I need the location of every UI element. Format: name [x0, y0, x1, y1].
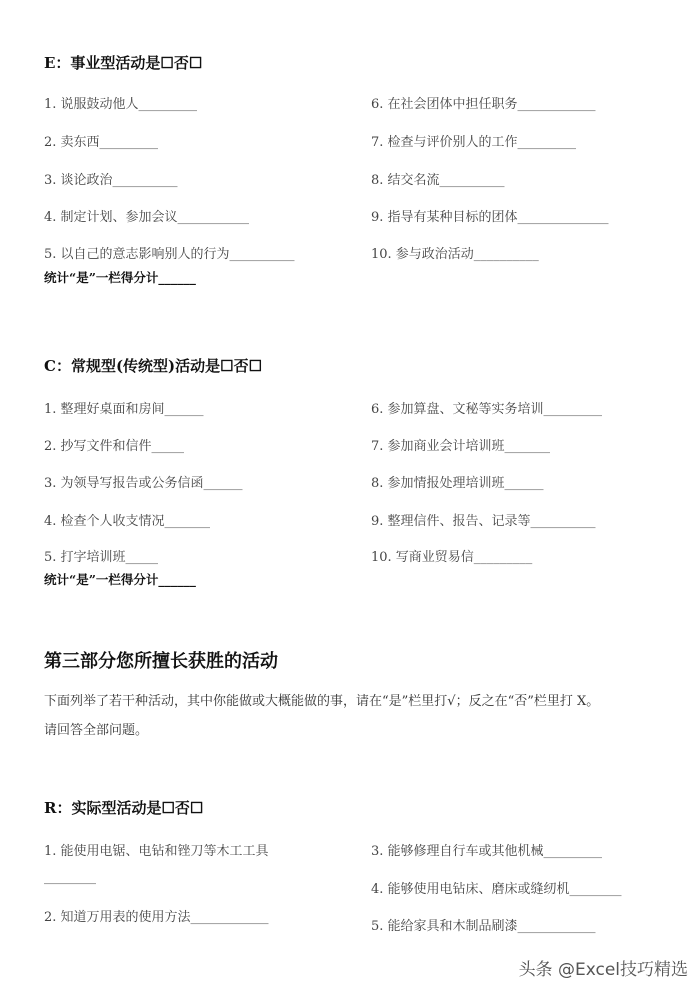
- e-item-2: 2. 卖东西_________: [44, 135, 159, 150]
- e-item-8: 8. 结交名流__________: [371, 173, 505, 188]
- c-item-3: 3. 为领导写报告或公务信函______: [44, 476, 243, 491]
- r-item-1-blank: ________: [44, 870, 96, 885]
- part3-instruction-line1: 下面列举了若干种活动，其中你能做或大概能做的事，请在“是”栏里打√；反之在“否”栏里打 X。: [44, 694, 600, 709]
- e-item-1: 1. 说服鼓动他人_________: [44, 97, 198, 112]
- c-item-4: 4. 检查个人收支情况_______: [44, 514, 211, 529]
- c-item-5: 5. 打字培训班_____: [44, 550, 159, 565]
- part3-title: 第三部分您所擅长获胜的活动: [44, 651, 278, 672]
- r-item-4: 4. 能够使用电钻床、磨床或缝纫机________: [371, 882, 622, 897]
- part3-instruction-line2: 请回答全部问题。: [44, 723, 149, 738]
- c-tally: 统计“是”一栏得分计______: [44, 572, 196, 587]
- section-c-heading: C：常规型(传统型)活动是☐否☐: [44, 357, 263, 375]
- c-item-8: 8. 参加情报处理培训班______: [371, 476, 544, 491]
- r-item-5: 5. 能给家具和木制品刷漆____________: [371, 919, 596, 934]
- e-item-7: 7. 检查与评价别人的工作_________: [371, 135, 577, 150]
- c-item-1: 1. 整理好桌面和房间______: [44, 402, 204, 417]
- e-item-10: 10. 参与政治活动__________: [371, 247, 539, 262]
- e-item-4: 4. 制定计划、参加会议___________: [44, 210, 250, 225]
- r-item-1: 1. 能使用电锯、电钻和锉刀等木工工具: [44, 844, 269, 859]
- section-e-heading: E：事业型活动是☐否☐: [44, 54, 203, 72]
- e-tally: 统计“是”一栏得分计______: [44, 270, 196, 285]
- r-item-2: 2. 知道万用表的使用方法____________: [44, 910, 269, 925]
- e-item-3: 3. 谈论政治__________: [44, 173, 178, 188]
- e-item-5: 5. 以自己的意志影响别人的行为__________: [44, 247, 295, 262]
- watermark-text: 头条 @Excel技巧精选: [518, 960, 688, 980]
- section-r-heading: R：实际型活动是☐否☐: [44, 799, 204, 817]
- c-item-10: 10. 写商业贸易信_________: [371, 550, 533, 565]
- c-item-6: 6. 参加算盘、文秘等实务培训_________: [371, 402, 603, 417]
- c-item-7: 7. 参加商业会计培训班_______: [371, 439, 551, 454]
- e-item-6: 6. 在社会团体中担任职务____________: [371, 97, 596, 112]
- r-item-3: 3. 能够修理自行车或其他机械_________: [371, 844, 603, 859]
- c-item-9: 9. 整理信件、报告、记录等__________: [371, 514, 596, 529]
- e-item-9: 9. 指导有某种目标的团体______________: [371, 210, 609, 225]
- c-item-2: 2. 抄写文件和信件_____: [44, 439, 185, 454]
